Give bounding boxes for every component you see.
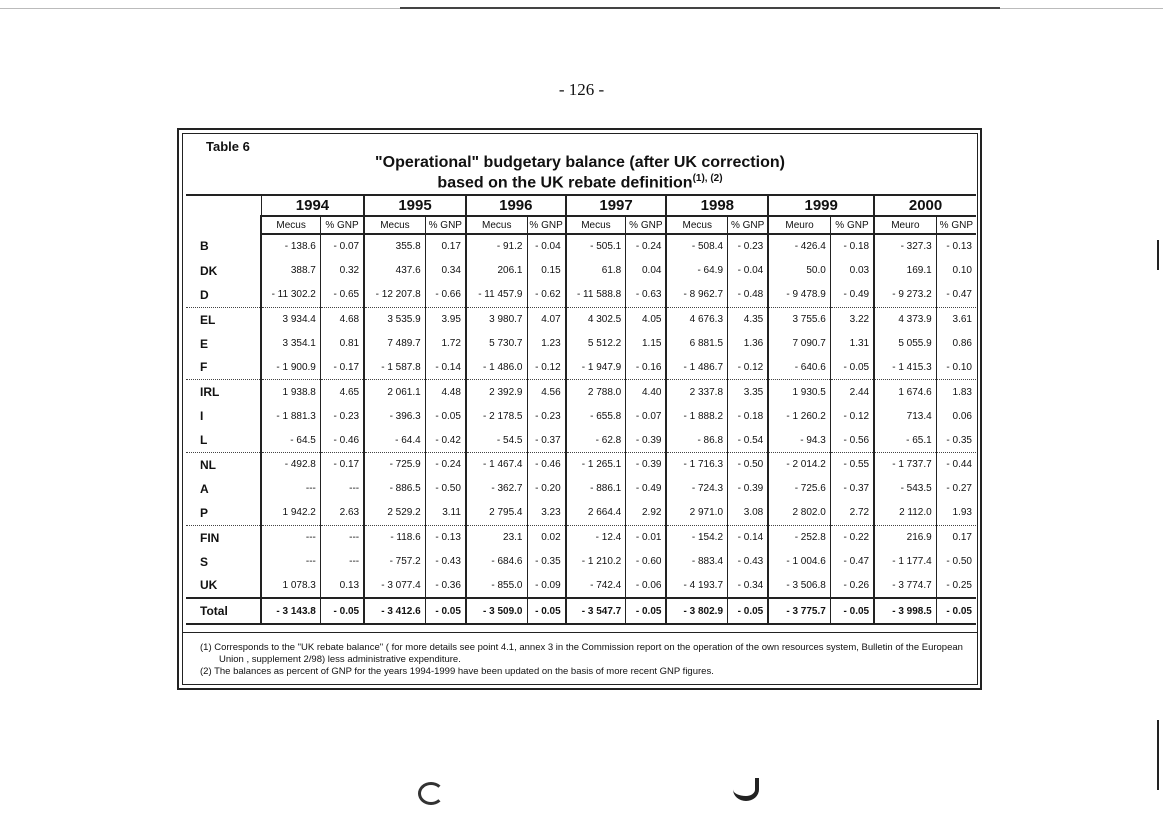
amount-cell: - 94.3	[768, 428, 830, 452]
amount-cell: - 543.5	[874, 477, 936, 501]
gnp-percent-cell: - 0.05	[728, 598, 769, 624]
amount-cell: - 492.8	[261, 453, 320, 477]
year-header: 2000	[874, 195, 976, 216]
amount-cell: 2 971.0	[666, 501, 727, 525]
amount-cell: - 725.9	[364, 453, 425, 477]
table-title-line2	[182, 173, 978, 192]
amount-cell: 216.9	[874, 525, 936, 549]
gnp-percent-cell: 2.72	[830, 501, 874, 525]
gnp-percent-cell: - 0.05	[425, 404, 466, 428]
gnp-percent-cell: - 0.23	[728, 234, 769, 259]
table-title-line2-text: based on the UK rebate definition	[437, 174, 693, 192]
year-header-row	[186, 195, 976, 216]
table-body	[186, 234, 976, 624]
gnp-percent-cell: - 0.24	[425, 453, 466, 477]
gnp-percent-cell: 3.95	[425, 307, 466, 331]
gnp-percent-cell: - 0.01	[626, 525, 667, 549]
gnp-percent-cell: - 0.10	[936, 355, 976, 379]
amount-cell: - 91.2	[466, 234, 527, 259]
gnp-percent-cell: - 0.05	[830, 598, 874, 624]
amount-cell: ---	[261, 525, 320, 549]
gnp-percent-cell: 4.05	[626, 307, 667, 331]
gnp-percent-cell: - 0.55	[830, 453, 874, 477]
footnotes	[200, 642, 975, 678]
unit-header-row	[186, 216, 976, 234]
header-corner	[186, 195, 261, 234]
gnp-percent-cell: - 0.39	[728, 477, 769, 501]
amount-cell: - 396.3	[364, 404, 425, 428]
country-code: P	[186, 501, 261, 525]
amount-cell: - 1 486.0	[466, 355, 527, 379]
amount-cell: 1 942.2	[261, 501, 320, 525]
amount-cell: - 64.4	[364, 428, 425, 452]
country-code: D	[186, 283, 261, 307]
amount-cell: - 508.4	[666, 234, 727, 259]
gnp-percent-cell: 0.34	[425, 259, 466, 283]
year-header: 1999	[768, 195, 874, 216]
gnp-percent-cell: 0.15	[527, 259, 566, 283]
amount-cell: 1 078.3	[261, 573, 320, 598]
gnp-percent-cell: - 0.26	[830, 573, 874, 598]
gnp-percent-cell: 0.13	[320, 573, 364, 598]
country-code: I	[186, 404, 261, 428]
unit-header: % GNP	[320, 216, 364, 234]
gnp-percent-cell: 3.22	[830, 307, 874, 331]
gnp-percent-cell: - 0.18	[728, 404, 769, 428]
amount-cell: - 138.6	[261, 234, 320, 259]
amount-cell: - 1 716.3	[666, 453, 727, 477]
amount-cell: - 1 177.4	[874, 550, 936, 574]
amount-cell: - 3 998.5	[874, 598, 936, 624]
amount-cell: - 655.8	[566, 404, 626, 428]
gnp-percent-cell: - 0.13	[936, 234, 976, 259]
footnote-2: (2) The balances as percent of GNP for the years 1994-1999 have been updated on the basis of more recent GNP figures.	[200, 666, 714, 677]
amount-cell: - 724.3	[666, 477, 727, 501]
gnp-percent-cell: 1.72	[425, 332, 466, 356]
amount-cell: 169.1	[874, 259, 936, 283]
gnp-percent-cell: 0.17	[425, 234, 466, 259]
gnp-percent-cell: - 0.50	[728, 453, 769, 477]
country-code: L	[186, 428, 261, 452]
amount-cell: - 3 547.7	[566, 598, 626, 624]
year-header: 1997	[566, 195, 667, 216]
gnp-percent-cell: - 0.14	[425, 355, 466, 379]
amount-cell: - 1 467.4	[466, 453, 527, 477]
gnp-percent-cell: 0.81	[320, 332, 364, 356]
gnp-percent-cell: - 0.44	[936, 453, 976, 477]
gnp-percent-cell: - 0.39	[626, 453, 667, 477]
country-code: B	[186, 234, 261, 259]
country-code: NL	[186, 453, 261, 477]
amount-cell: 1 674.6	[874, 380, 936, 404]
amount-cell: - 883.4	[666, 550, 727, 574]
unit-header: % GNP	[936, 216, 976, 234]
amount-cell: 3 535.9	[364, 307, 425, 331]
country-code: A	[186, 477, 261, 501]
gnp-percent-cell: 0.06	[936, 404, 976, 428]
gnp-percent-cell: - 0.05	[830, 355, 874, 379]
gnp-percent-cell: - 0.56	[830, 428, 874, 452]
amount-cell: 3 980.7	[466, 307, 527, 331]
amount-cell: 2 802.0	[768, 501, 830, 525]
gnp-percent-cell: 0.02	[527, 525, 566, 549]
amount-cell: - 3 506.8	[768, 573, 830, 598]
gnp-percent-cell: - 0.05	[320, 598, 364, 624]
amount-cell: - 886.1	[566, 477, 626, 501]
unit-header: Mecus	[466, 216, 527, 234]
gnp-percent-cell: - 0.63	[626, 283, 667, 307]
title-footnote-ref: (1), (2)	[692, 173, 723, 184]
amount-cell: 61.8	[566, 259, 626, 283]
amount-cell: 1 930.5	[768, 380, 830, 404]
gnp-percent-cell: - 0.12	[527, 355, 566, 379]
country-code: DK	[186, 259, 261, 283]
gnp-percent-cell: 1.93	[936, 501, 976, 525]
gnp-percent-cell: 1.83	[936, 380, 976, 404]
table-row	[186, 501, 976, 525]
gnp-percent-cell: - 0.34	[728, 573, 769, 598]
gnp-percent-cell: 1.23	[527, 332, 566, 356]
gnp-percent-cell: - 0.47	[830, 550, 874, 574]
year-header: 1998	[666, 195, 768, 216]
amount-cell: - 886.5	[364, 477, 425, 501]
gnp-percent-cell: - 0.46	[527, 453, 566, 477]
table-row	[186, 428, 976, 452]
amount-cell: 388.7	[261, 259, 320, 283]
amount-cell: - 1 587.8	[364, 355, 425, 379]
table-row	[186, 307, 976, 331]
amount-cell: - 362.7	[466, 477, 527, 501]
amount-cell: - 640.6	[768, 355, 830, 379]
unit-header: Mecus	[364, 216, 425, 234]
amount-cell: - 1 900.9	[261, 355, 320, 379]
amount-cell: - 1 265.1	[566, 453, 626, 477]
footnote-1: (1) Corresponds to the "UK rebate balance" ( for more details see point 4.1, annex 3 in the Commission report on the operation of the own resources system, Bulletin of the European Union , supplement 2/98) less administrative expenditure.	[200, 642, 963, 665]
gnp-percent-cell: 2.44	[830, 380, 874, 404]
gnp-percent-cell: 4.48	[425, 380, 466, 404]
gnp-percent-cell: - 0.36	[425, 573, 466, 598]
amount-cell: - 2 014.2	[768, 453, 830, 477]
table-row	[186, 259, 976, 283]
gnp-percent-cell: - 0.05	[936, 598, 976, 624]
amount-cell: - 4 193.7	[666, 573, 727, 598]
gnp-percent-cell: - 0.22	[830, 525, 874, 549]
scan-edge-mark	[1157, 720, 1159, 790]
amount-cell: 2 664.4	[566, 501, 626, 525]
amount-cell: - 1 737.7	[874, 453, 936, 477]
amount-cell: 713.4	[874, 404, 936, 428]
gnp-percent-cell: - 0.39	[626, 428, 667, 452]
amount-cell: 3 934.4	[261, 307, 320, 331]
amount-cell: 2 795.4	[466, 501, 527, 525]
table-title-line1: "Operational" budgetary balance (after UK correction)	[375, 154, 785, 171]
gnp-percent-cell: ---	[320, 525, 364, 549]
amount-cell: 2 529.2	[364, 501, 425, 525]
amount-cell: 5 055.9	[874, 332, 936, 356]
amount-cell: - 11 302.2	[261, 283, 320, 307]
amount-cell: - 12 207.8	[364, 283, 425, 307]
amount-cell: 206.1	[466, 259, 527, 283]
amount-cell: - 3 077.4	[364, 573, 425, 598]
gnp-percent-cell: - 0.43	[425, 550, 466, 574]
table-row	[186, 380, 976, 404]
table-row	[186, 355, 976, 379]
page-number: - 126 -	[558, 80, 605, 99]
scan-smudge	[733, 778, 759, 801]
gnp-percent-cell: - 0.05	[425, 598, 466, 624]
gnp-percent-cell: 3.61	[936, 307, 976, 331]
gnp-percent-cell: 0.10	[936, 259, 976, 283]
gnp-percent-cell: - 0.50	[425, 477, 466, 501]
amount-cell: - 1 486.7	[666, 355, 727, 379]
amount-cell: - 725.6	[768, 477, 830, 501]
gnp-percent-cell: 4.35	[728, 307, 769, 331]
gnp-percent-cell: - 0.46	[320, 428, 364, 452]
amount-cell: - 426.4	[768, 234, 830, 259]
gnp-percent-cell: 4.68	[320, 307, 364, 331]
amount-cell: - 1 415.3	[874, 355, 936, 379]
amount-cell: - 684.6	[466, 550, 527, 574]
gnp-percent-cell: - 0.18	[830, 234, 874, 259]
gnp-percent-cell: - 0.62	[527, 283, 566, 307]
year-header: 1995	[364, 195, 466, 216]
amount-cell: - 855.0	[466, 573, 527, 598]
gnp-percent-cell: 4.07	[527, 307, 566, 331]
gnp-percent-cell: 4.56	[527, 380, 566, 404]
amount-cell: 5 730.7	[466, 332, 527, 356]
gnp-percent-cell: - 0.60	[626, 550, 667, 574]
gnp-percent-cell: 2.63	[320, 501, 364, 525]
amount-cell: - 2 178.5	[466, 404, 527, 428]
amount-cell: ---	[261, 550, 320, 574]
amount-cell: - 757.2	[364, 550, 425, 574]
total-row	[186, 598, 976, 624]
gnp-percent-cell: - 0.65	[320, 283, 364, 307]
gnp-percent-cell: 0.04	[626, 259, 667, 283]
gnp-percent-cell: - 0.66	[425, 283, 466, 307]
amount-cell: 5 512.2	[566, 332, 626, 356]
amount-cell: 3 354.1	[261, 332, 320, 356]
amount-cell: - 3 509.0	[466, 598, 527, 624]
amount-cell: 4 676.3	[666, 307, 727, 331]
year-header: 1996	[466, 195, 566, 216]
gnp-percent-cell: - 0.07	[626, 404, 667, 428]
gnp-percent-cell: - 0.23	[320, 404, 364, 428]
amount-cell: 23.1	[466, 525, 527, 549]
amount-cell: 2 061.1	[364, 380, 425, 404]
gnp-percent-cell: 3.35	[728, 380, 769, 404]
table-row	[186, 404, 976, 428]
country-code: IRL	[186, 380, 261, 404]
gnp-percent-cell: - 0.06	[626, 573, 667, 598]
amount-cell: - 154.2	[666, 525, 727, 549]
unit-header: Meuro	[768, 216, 830, 234]
table-row	[186, 234, 976, 259]
gnp-percent-cell: - 0.50	[936, 550, 976, 574]
table-row	[186, 332, 976, 356]
gnp-percent-cell: - 0.23	[527, 404, 566, 428]
gnp-percent-cell: 3.11	[425, 501, 466, 525]
gnp-percent-cell: 0.86	[936, 332, 976, 356]
gnp-percent-cell: - 0.14	[728, 525, 769, 549]
gnp-percent-cell: - 0.05	[527, 598, 566, 624]
gnp-percent-cell: - 0.35	[527, 550, 566, 574]
gnp-percent-cell: ---	[320, 550, 364, 574]
amount-cell: 355.8	[364, 234, 425, 259]
budget-balance-table	[186, 194, 976, 625]
amount-cell: - 1 260.2	[768, 404, 830, 428]
amount-cell: 7 489.7	[364, 332, 425, 356]
amount-cell: - 9 478.9	[768, 283, 830, 307]
gnp-percent-cell: - 0.37	[830, 477, 874, 501]
table-row	[186, 477, 976, 501]
year-header: 1994	[261, 195, 364, 216]
amount-cell: - 11 457.9	[466, 283, 527, 307]
gnp-percent-cell: - 0.05	[626, 598, 667, 624]
amount-cell: - 3 802.9	[666, 598, 727, 624]
unit-header: % GNP	[830, 216, 874, 234]
gnp-percent-cell: ---	[320, 477, 364, 501]
gnp-percent-cell: - 0.20	[527, 477, 566, 501]
amount-cell: 3 755.6	[768, 307, 830, 331]
amount-cell: - 9 273.2	[874, 283, 936, 307]
gnp-percent-cell: 0.17	[936, 525, 976, 549]
table-row	[186, 573, 976, 598]
gnp-percent-cell: 1.31	[830, 332, 874, 356]
country-code: E	[186, 332, 261, 356]
amount-cell: - 65.1	[874, 428, 936, 452]
amount-cell: 1 938.8	[261, 380, 320, 404]
gnp-percent-cell: - 0.04	[728, 259, 769, 283]
gnp-percent-cell: - 0.13	[425, 525, 466, 549]
amount-cell: - 505.1	[566, 234, 626, 259]
table-row	[186, 550, 976, 574]
gnp-percent-cell: 3.23	[527, 501, 566, 525]
gnp-percent-cell: - 0.42	[425, 428, 466, 452]
amount-cell: - 12.4	[566, 525, 626, 549]
amount-cell: - 62.8	[566, 428, 626, 452]
unit-header: % GNP	[527, 216, 566, 234]
gnp-percent-cell: - 0.09	[527, 573, 566, 598]
gnp-percent-cell: - 0.48	[728, 283, 769, 307]
amount-cell: 6 881.5	[666, 332, 727, 356]
amount-cell: - 118.6	[364, 525, 425, 549]
gnp-percent-cell: - 0.54	[728, 428, 769, 452]
country-code: F	[186, 355, 261, 379]
gnp-percent-cell: - 0.04	[527, 234, 566, 259]
gnp-percent-cell: - 0.12	[728, 355, 769, 379]
table-row	[186, 453, 976, 477]
amount-cell: 50.0	[768, 259, 830, 283]
amount-cell: 2 392.9	[466, 380, 527, 404]
amount-cell: - 64.5	[261, 428, 320, 452]
country-code: Total	[186, 598, 261, 624]
amount-cell: 4 302.5	[566, 307, 626, 331]
table-row	[186, 283, 976, 307]
amount-cell: - 3 774.7	[874, 573, 936, 598]
gnp-percent-cell: - 0.17	[320, 453, 364, 477]
amount-cell: 2 112.0	[874, 501, 936, 525]
gnp-percent-cell: - 0.47	[936, 283, 976, 307]
amount-cell: - 742.4	[566, 573, 626, 598]
amount-cell: - 252.8	[768, 525, 830, 549]
table-label: Table 6	[206, 139, 250, 154]
table-row	[186, 525, 976, 549]
amount-cell: 2 788.0	[566, 380, 626, 404]
country-code: S	[186, 550, 261, 574]
gnp-percent-cell: 4.65	[320, 380, 364, 404]
gnp-percent-cell: - 0.27	[936, 477, 976, 501]
country-code: FIN	[186, 525, 261, 549]
amount-cell: - 1 210.2	[566, 550, 626, 574]
notes-divider	[182, 632, 978, 633]
scan-edge-mark	[1157, 240, 1159, 270]
gnp-percent-cell: - 0.35	[936, 428, 976, 452]
country-code: EL	[186, 307, 261, 331]
unit-header: Mecus	[566, 216, 626, 234]
gnp-percent-cell: 4.40	[626, 380, 667, 404]
gnp-percent-cell: - 0.17	[320, 355, 364, 379]
amount-cell: 437.6	[364, 259, 425, 283]
amount-cell: - 54.5	[466, 428, 527, 452]
amount-cell: - 327.3	[874, 234, 936, 259]
gnp-percent-cell: - 0.07	[320, 234, 364, 259]
unit-header: Meuro	[874, 216, 936, 234]
unit-header: Mecus	[666, 216, 727, 234]
gnp-percent-cell: - 0.24	[626, 234, 667, 259]
gnp-percent-cell: - 0.49	[830, 283, 874, 307]
gnp-percent-cell: - 0.12	[830, 404, 874, 428]
gnp-percent-cell: - 0.25	[936, 573, 976, 598]
unit-header: % GNP	[425, 216, 466, 234]
scan-edge-line-dark	[400, 7, 1000, 9]
gnp-percent-cell: 1.36	[728, 332, 769, 356]
gnp-percent-cell: 2.92	[626, 501, 667, 525]
amount-cell: - 3 412.6	[364, 598, 425, 624]
amount-cell: - 3 775.7	[768, 598, 830, 624]
gnp-percent-cell: - 0.43	[728, 550, 769, 574]
scan-smudge	[418, 782, 444, 805]
gnp-percent-cell: 3.08	[728, 501, 769, 525]
amount-cell: - 1 881.3	[261, 404, 320, 428]
country-code: UK	[186, 573, 261, 598]
gnp-percent-cell: 1.15	[626, 332, 667, 356]
amount-cell: 7 090.7	[768, 332, 830, 356]
gnp-percent-cell: - 0.49	[626, 477, 667, 501]
amount-cell: - 1 947.9	[566, 355, 626, 379]
unit-header: % GNP	[728, 216, 769, 234]
amount-cell: - 1 888.2	[666, 404, 727, 428]
amount-cell: - 64.9	[666, 259, 727, 283]
gnp-percent-cell: 0.32	[320, 259, 364, 283]
amount-cell: - 8 962.7	[666, 283, 727, 307]
gnp-percent-cell: - 0.37	[527, 428, 566, 452]
amount-cell: - 3 143.8	[261, 598, 320, 624]
amount-cell: 4 373.9	[874, 307, 936, 331]
unit-header: % GNP	[626, 216, 667, 234]
unit-header: Mecus	[261, 216, 320, 234]
amount-cell: 2 337.8	[666, 380, 727, 404]
amount-cell: - 86.8	[666, 428, 727, 452]
amount-cell: - 1 004.6	[768, 550, 830, 574]
amount-cell: - 11 588.8	[566, 283, 626, 307]
gnp-percent-cell: 0.03	[830, 259, 874, 283]
gnp-percent-cell: - 0.16	[626, 355, 667, 379]
amount-cell: ---	[261, 477, 320, 501]
